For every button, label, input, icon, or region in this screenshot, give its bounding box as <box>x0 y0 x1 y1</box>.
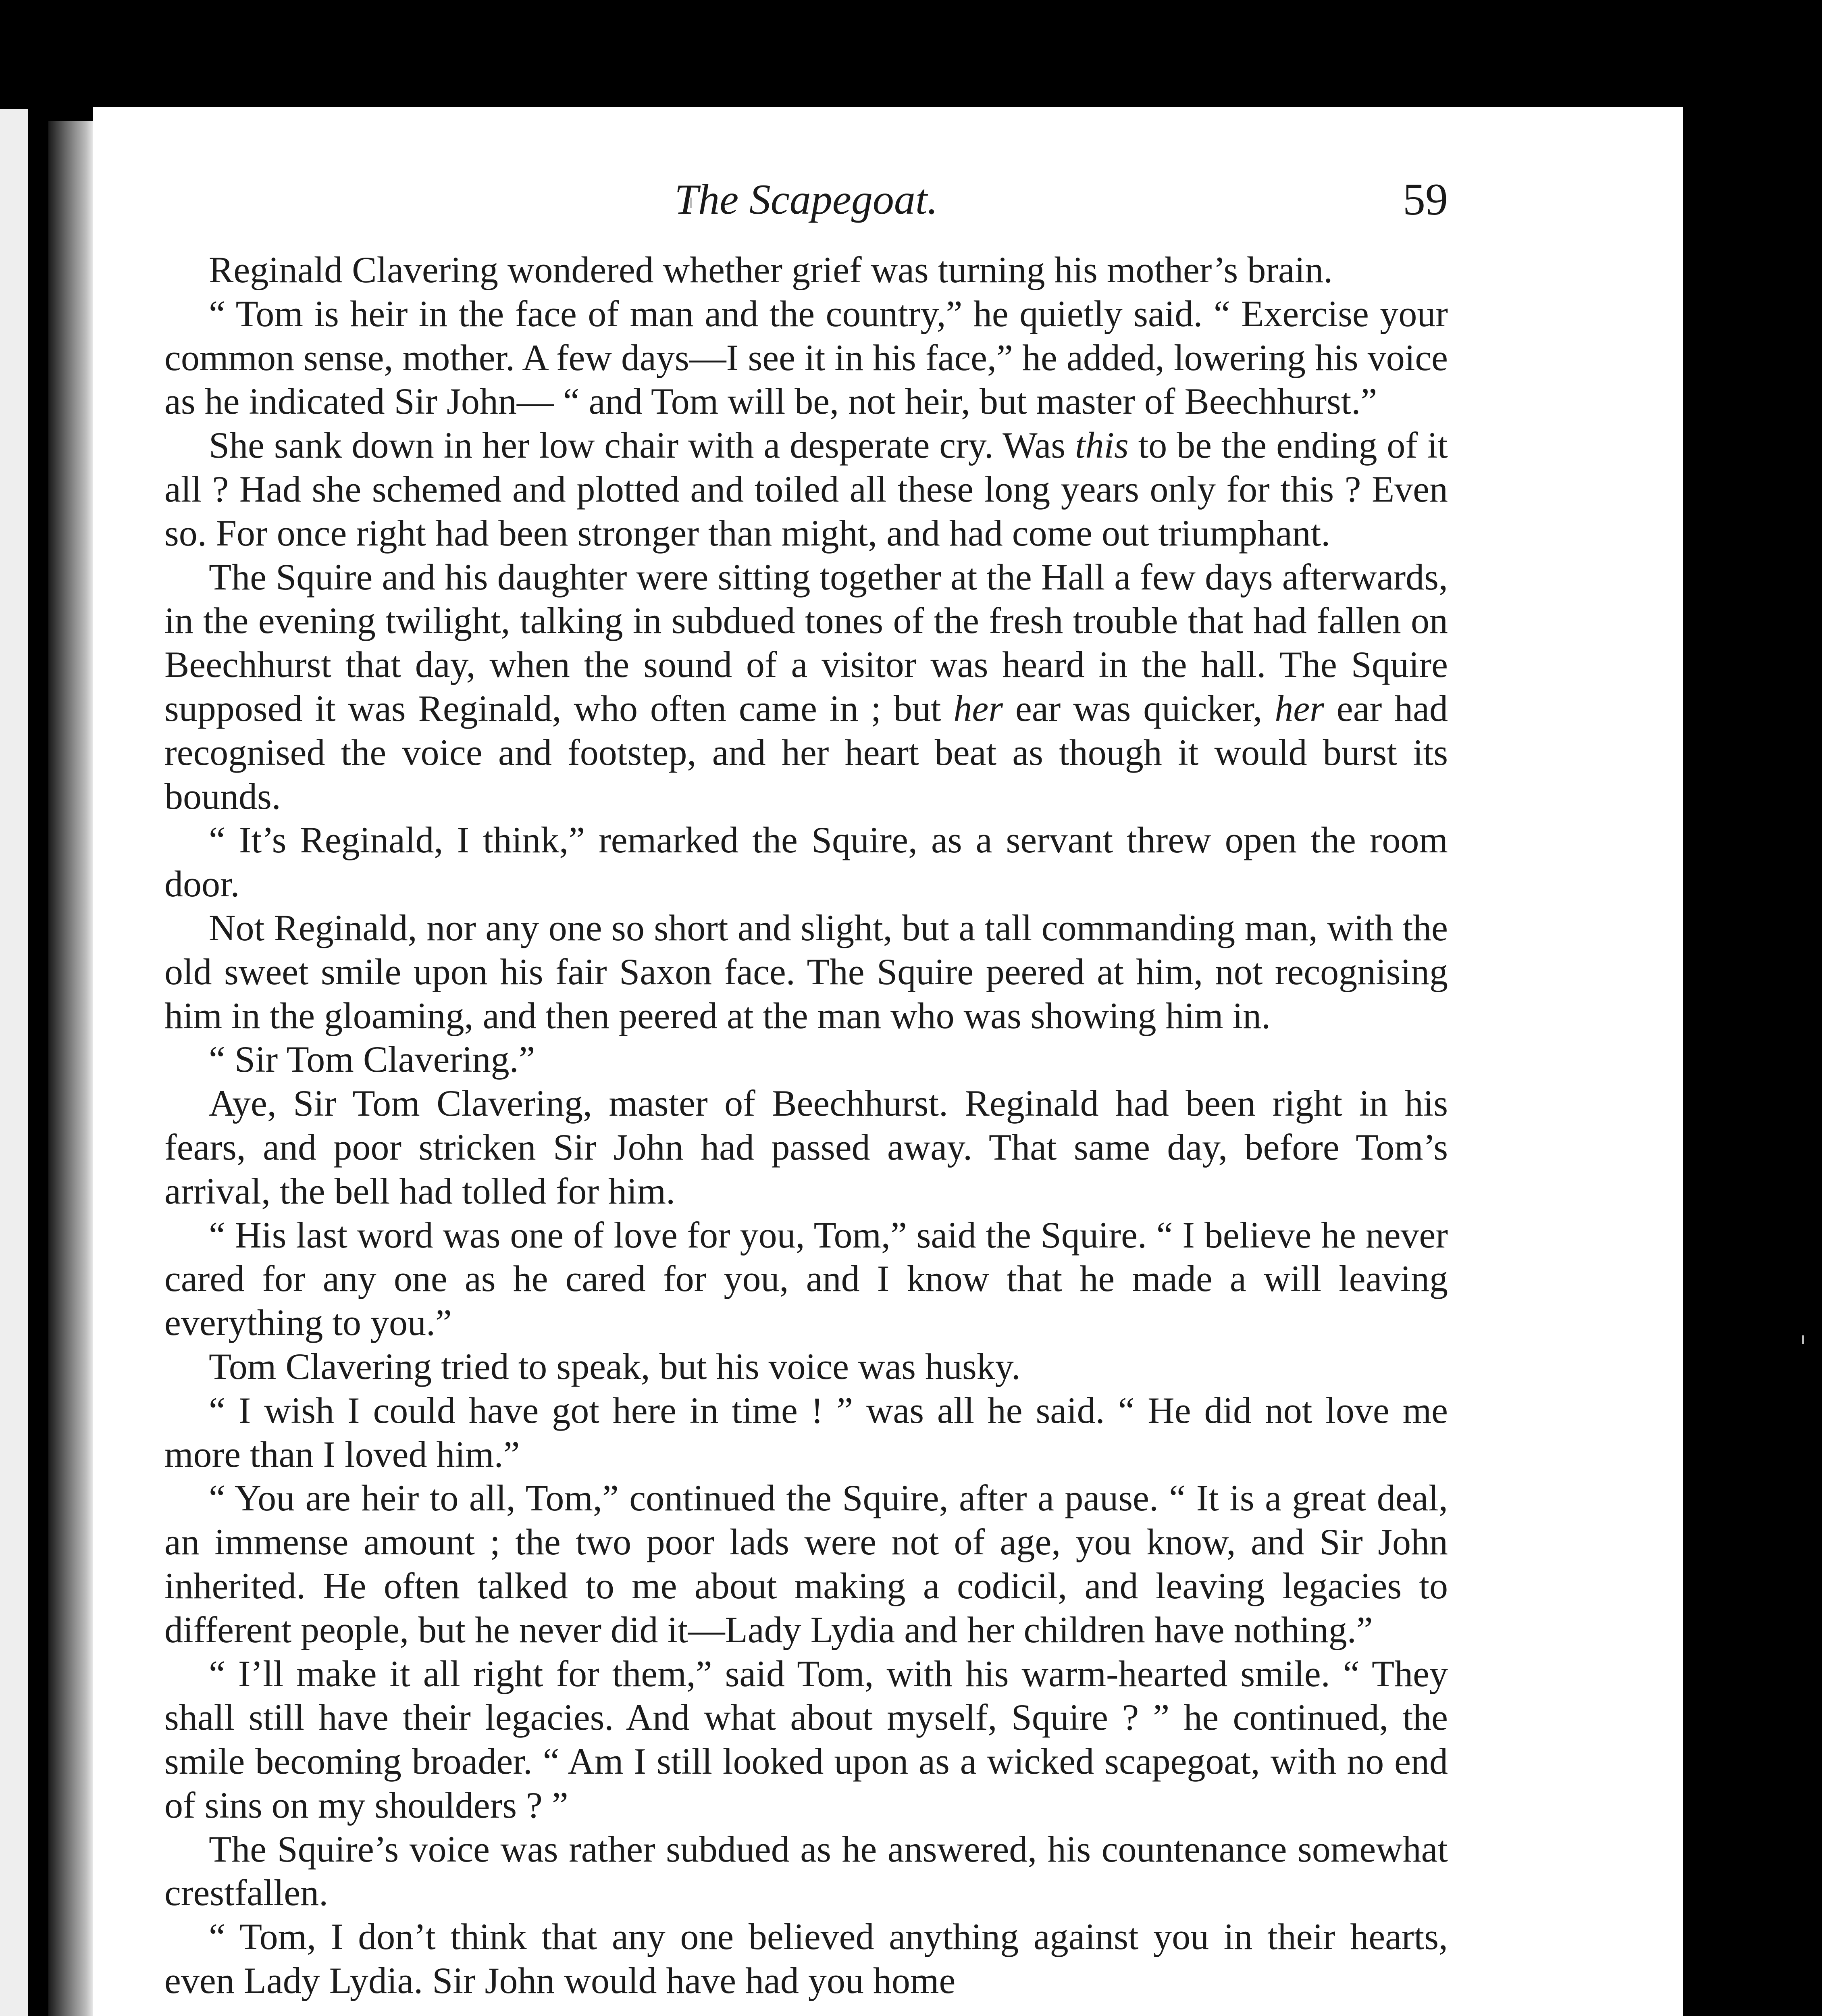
text-run: She sank down in her low chair with a desperate cry. Was <box>209 425 1075 466</box>
paragraph: “ You are heir to all, Tom,” continued the Squire, after a pause. “ It is a great deal, an immense amount ; the two poor lads were not of age, you know, and Sir John inherited. He often talked to me about making a codicil, and leaving legacies to different people, but he never did it—Lady Lydia and her children have nothing.” <box>164 1477 1448 1650</box>
paragraph: “ His last word was one of love for you, Tom,” said the Squire. “ I believe he never cared for any one as he cared for you, and I know that he made a will leaving everything to you.” <box>164 1214 1448 1343</box>
text-run: to be the ending of it all ? Had she schemed and plotted and toiled all these long years only for this ? Even so. For once right had been stronger than might, and had come out triumphant. <box>164 425 1448 554</box>
paragraph: Tom Clavering tried to speak, but his voice was husky. <box>209 1345 1021 1387</box>
running-header <box>164 157 1448 242</box>
print-speck <box>1802 1335 1804 1344</box>
text-run: ear had recognised the voice and footstep, and her heart beat as though it would burst its bounds. <box>164 687 1448 817</box>
italic-word: her <box>953 687 1003 729</box>
page-number: 59 <box>1403 175 1448 225</box>
paragraph: “ It’s Reginald, I think,” remarked the Squire, as a servant threw open the room door. <box>164 819 1448 905</box>
binding-shadow <box>48 121 93 2016</box>
running-title: The Scapegoat. <box>674 176 938 223</box>
paragraph: “ Tom is heir in the face of man and the country,” he quietly said. “ Exercise your common sense, mother. A few days—I see it in his face,” he added, lowering his voice as he indicated Sir John— “ and Tom will be, not heir, but master of Beechhurst.” <box>164 293 1448 422</box>
italic-word: this <box>1075 425 1129 466</box>
paragraph: “ I’ll make it all right for them,” said Tom, with his warm-hearted smile. “ They shall still have their legacies. And what about myself, Squire ? ” he continued, the smile becoming broader. “ Am I still looked upon as a wicked scapegoat, with no end of sins on my shoulders ? ” <box>164 1653 1448 1826</box>
text-run: The Squire and his daughter were sitting together at the Hall a few days afterwards, in the evening twilight, talking in subdued tones of the fresh trouble that had fallen on Beechhurst that day, when the sound of a visitor was heard in the hall. The Squire supposed it was Reginald, who often came in ; but <box>164 556 1448 729</box>
paragraph: Reginald Clavering wondered whether grief was turning his mother’s brain. <box>209 249 1333 290</box>
facing-page-edge <box>0 109 28 2016</box>
paragraph: “ I wish I could have got here in time ! ” was all he said. “ He did not love me more than I loved him.” <box>164 1389 1448 1475</box>
paragraph: Not Reginald, nor any one so short and slight, but a tall commanding man, with the old sweet smile upon his fair Saxon face. The Squire peered at him, not recognising him in the gloaming, and then peered at the man who was showing him in. <box>164 907 1448 1036</box>
paragraph: “ Tom, I don’t think that any one believed anything against you in their hearts, even Lady Lydia. Sir John would have had you home <box>164 1916 1448 2001</box>
text-run: ear was quicker, <box>1003 687 1275 729</box>
italic-word: her <box>1275 687 1324 729</box>
paragraph: “ Sir Tom Clavering.” <box>209 1039 535 1080</box>
paragraph <box>164 423 1448 555</box>
body-text <box>164 248 1448 2003</box>
paragraph: The Squire’s voice was rather subdued as he answered, his countenance somewhat crestfallen. <box>164 1828 1448 1914</box>
paragraph: Aye, Sir Tom Clavering, master of Beechhurst. Reginald had been right in his fears, and poor stricken Sir John had passed away. That same day, before Tom’s arrival, the bell had tolled for him. <box>164 1083 1448 1212</box>
paragraph <box>164 555 1448 818</box>
